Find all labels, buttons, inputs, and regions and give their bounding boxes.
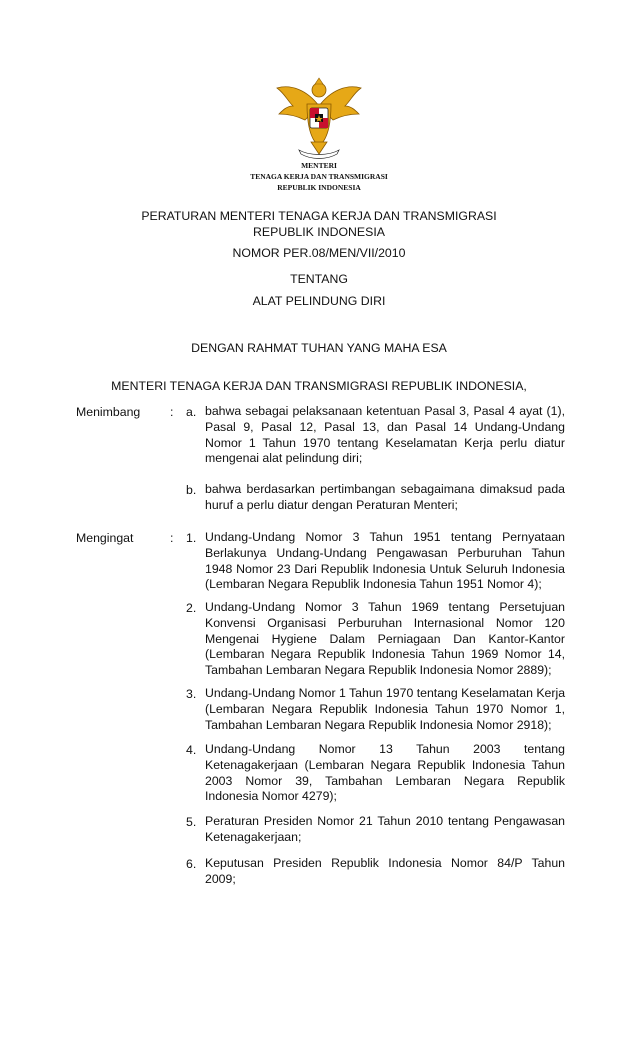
item-line: 1948 Nomor 23 Dari Republik Indonesia Untuk Seluruh Indonesia (205, 561, 565, 576)
considering-item-b (205, 482, 565, 514)
recalling-item-2 (205, 600, 565, 679)
regulation-number: NOMOR PER.08/MEN/VII/2010 (232, 246, 406, 260)
item-line: 2003 Nomor 39, Tambahan Lembaran Negara Republik (205, 773, 565, 788)
item-line: Ketenagakerjaan; (205, 829, 302, 844)
item-line: Tambahan Lembaran Negara Republik Indonesia Nomor 2889); (205, 663, 552, 678)
item-line: Berlakunya Undang-Undang Pengawasan Perburuhan Tahun (205, 545, 565, 560)
considering-colon: : (170, 405, 174, 419)
recalling-colon: : (170, 531, 174, 545)
recalling-item-5 (205, 814, 565, 846)
item-line: (Lembaran Negara Republik Indonesia Tahun 1951 Nomor 4); (205, 577, 542, 592)
letterhead-line-1: MENTERI (301, 161, 337, 170)
item-line: Undang-Undang Nomor 1 Tahun 1970 tentang Keselamatan Kerja (205, 686, 566, 700)
recalling-marker-1: 1. (186, 531, 197, 545)
recalling-marker-4: 4. (186, 743, 197, 757)
recalling-item-3 (205, 686, 565, 733)
letterhead-line-2: TENAGA KERJA DAN TRANSMIGRASI (250, 172, 388, 181)
item-line: Pasal 9, Pasal 12, Pasal 13, dan Pasal 14 Undang-Undang (205, 419, 565, 434)
item-line: Konvensi Organisasi Perburuhan Internasional Nomor 120 (205, 615, 565, 630)
item-line: Peraturan Presiden Nomor 21 Tahun 2010 tentang Pengawasan (205, 814, 565, 828)
item-line: Nomor 1 Tahun 1970 tentang Keselamatan Kerja perlu diatur (205, 435, 565, 450)
item-line: mengenai alat pelindung diri; (205, 451, 363, 466)
recalling-marker-6: 6. (186, 857, 197, 871)
regulation-title-line-2: REPUBLIK INDONESIA (253, 225, 385, 239)
garuda-emblem-graphic (271, 76, 367, 160)
recalling-marker-2: 2. (186, 601, 197, 615)
item-line: bahwa sebagai pelaksanaan ketentuan Pasal 3, Pasal 4 ayat (1), (205, 404, 565, 418)
item-line: 2009; (205, 871, 236, 886)
garuda-emblem-icon (271, 76, 367, 160)
item-line: Undang-Undang Nomor 3 Tahun 1951 tentang Pernyataan (205, 530, 565, 544)
considering-label: Menimbang (76, 405, 141, 419)
recalling-item-1 (205, 530, 565, 593)
item-line: Mengenai Hygiene Dalam Perniagaan Dan Kantor-Kantor (205, 631, 565, 646)
issuer: MENTERI TENAGA KERJA DAN TRANSMIGRASI REPUBLIK INDONESIA, (111, 379, 527, 393)
item-line: Undang-Undang Nomor 3 Tahun 1969 tentang Persetujuan (205, 600, 565, 614)
item-line: Ketenagakerjaan (Lembaran Negara Republik Indonesia Tahun (205, 757, 565, 772)
item-line: (Lembaran Negara Republik Indonesia Tahun 1969 Nomor 14, (205, 647, 565, 662)
recalling-item-4 (205, 742, 565, 805)
recalling-marker-5: 5. (186, 815, 197, 829)
invocation: DENGAN RAHMAT TUHAN YANG MAHA ESA (191, 341, 447, 355)
considering-marker-b: b. (186, 483, 197, 497)
item-line: bahwa berdasarkan pertimbangan sebagaimana dimaksud pada (205, 482, 565, 496)
considering-item-a (205, 404, 565, 467)
recalling-item-6 (205, 856, 565, 888)
letterhead-line-3: REPUBLIK INDONESIA (277, 183, 361, 192)
item-line: Undang-Undang Nomor 13 Tahun 2003 tentang (205, 742, 565, 756)
regulation-subject: ALAT PELINDUNG DIRI (252, 294, 386, 308)
item-line: huruf a perlu diatur dengan Peraturan Menteri; (205, 497, 458, 512)
about-heading: TENTANG (290, 272, 348, 286)
recalling-label: Mengingat (76, 531, 134, 545)
recalling-marker-3: 3. (186, 687, 197, 701)
considering-marker-a: a. (186, 405, 197, 419)
item-line: Indonesia Nomor 4279); (205, 789, 337, 804)
item-line: Tambahan Lembaran Negara Republik Indonesia Nomor 2918); (205, 717, 552, 732)
item-line: (Lembaran Negara Republik Indonesia Tahun 1970 Nomor 1, (205, 701, 565, 716)
regulation-title-line-1: PERATURAN MENTERI TENAGA KERJA DAN TRANSMIGRASI (141, 209, 497, 223)
item-line: Keputusan Presiden Republik Indonesia Nomor 84/P Tahun (205, 856, 565, 870)
